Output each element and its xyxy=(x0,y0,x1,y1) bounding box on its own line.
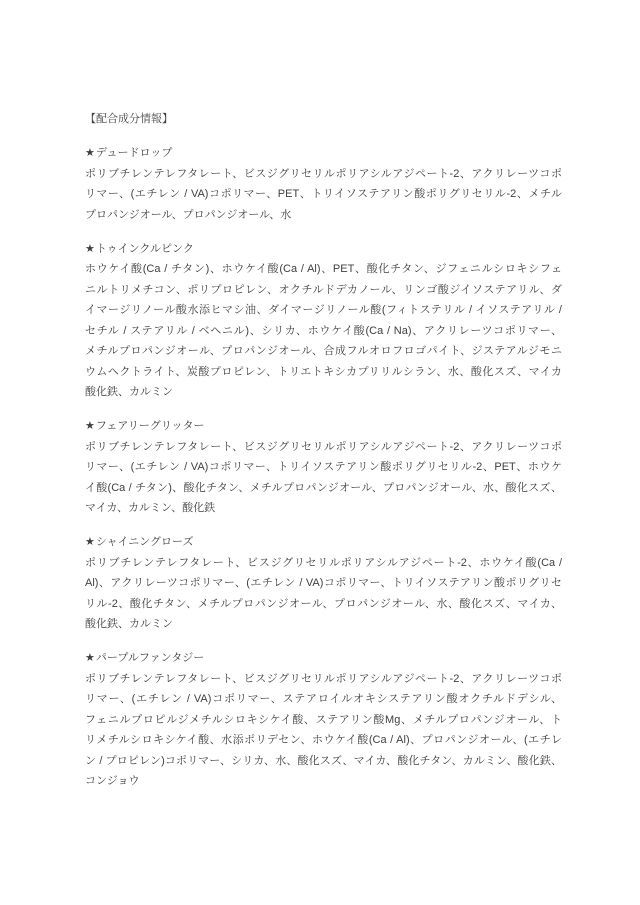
star-icon: ★ xyxy=(85,242,95,255)
ingredient-section xyxy=(85,416,562,519)
ingredient-line: コンジョウ xyxy=(85,775,140,787)
ingredient-line: イマージリノール酸水添ヒマシ油、ダイマージリノール酸(フィトステリル / イソステアリル / xyxy=(85,304,562,316)
product-name xyxy=(85,532,562,553)
ingredient-line: イ酸(Ca / チタン)、酸化チタン、メチルプロパンジオール、プロパンジオール、水、酸化スズ、 xyxy=(85,481,562,494)
ingredient-section xyxy=(85,143,562,225)
ingredient-line: フェニルプロピルジメチルシロキシケイ酸、ステアリン酸Mg、メチルプロパンジオール、ト xyxy=(85,713,562,726)
ingredient-line: セチル / ステアリル / ベヘニル)、シリカ、ホウケイ酸(Ca / Na)、アクリレーツコポリマー、 xyxy=(85,324,562,337)
star-icon: ★ xyxy=(85,652,95,664)
ingredient-line: プロパンジオール、プロパンジオール、水 xyxy=(85,208,292,221)
ingredient-line: リマー、(エチレン / VA)コポリマー、ステアロイルオキシステアリン酸オクチルドデシル、 xyxy=(85,693,562,705)
ingredient-line: ポリブチレンテレフタレート、ビスジグリセリルポリアシルアジペート-2、アクリレーツコポ xyxy=(85,167,562,180)
product-name-label: トゥインクルピンク xyxy=(95,242,194,255)
ingredient-line: リル-2、酸化チタン、メチルプロパンジオール、プロパンジオール、水、酸化スズ、マイカ、 xyxy=(85,597,562,610)
product-name xyxy=(85,416,562,437)
ingredient-line: ウムヘクトライト、炭酸プロピレン、トリエトキシカプリリルシラン、水、酸化スズ、マイカ xyxy=(85,365,562,378)
ingredient-section xyxy=(85,239,562,403)
star-icon: ★ xyxy=(85,536,95,548)
document-heading: 【配合成分情報】 xyxy=(85,113,173,125)
ingredient-document xyxy=(85,109,562,792)
ingredient-line: Al)、アクリレーツコポリマー、(エチレン / VA)コポリマー、トリイソステアリン酸ポリグリセ xyxy=(85,577,562,589)
product-sections xyxy=(85,143,562,792)
ingredient-section xyxy=(85,532,562,635)
ingredient-line: ニルトリメチコン、ポリプロピレン、オクチルドデカノール、リンゴ酸ジイソステアリル、ダ xyxy=(85,283,562,296)
ingredient-line: ポリブチレンテレフタレート、ビスジグリセリルポリアシルアジペート-2、アクリレーツコポ xyxy=(85,440,562,453)
ingredient-line: ン / プロピレン)コポリマー、シリカ、水、酸化スズ、マイカ、酸化チタン、カルミン、酸化鉄、 xyxy=(85,754,562,767)
ingredient-line: リマー、(エチレン / VA)コポリマー、トリイソステアリン酸ポリグリセリル-2、PET、ホウケ xyxy=(85,461,562,473)
ingredient-line: ポリブチレンテレフタレート、ビスジグリセリルポリアシルアジペート-2、アクリレーツコポ xyxy=(85,672,562,685)
star-icon: ★ xyxy=(85,420,95,432)
product-name-label: デュードロップ xyxy=(95,147,173,159)
ingredient-line: マイカ、カルミン、酸化鉄 xyxy=(85,502,216,514)
product-name xyxy=(85,239,562,260)
ingredient-line: 酸化鉄、カルミン xyxy=(85,618,173,630)
product-name-label: フェアリーグリッター xyxy=(95,420,205,432)
ingredient-line: リメチルシロキシケイ酸、水添ポリデセン、ホウケイ酸(Ca / Al)、プロパンジオール、(エチレ xyxy=(85,734,562,746)
ingredient-line: リマー、(エチレン / VA)コポリマー、PET、トリイソステアリン酸ポリグリセリル-2、メチル xyxy=(85,188,562,200)
ingredient-section xyxy=(85,648,562,792)
product-name-label: シャイニングローズ xyxy=(95,536,194,548)
ingredient-line: メチルプロパンジオール、プロパンジオール、合成フルオロフロゴパイト、ジステアルジモニ xyxy=(85,345,562,357)
product-name xyxy=(85,143,562,164)
ingredient-line: 酸化鉄、カルミン xyxy=(85,386,173,398)
ingredient-line: ホウケイ酸(Ca / チタン)、ホウケイ酸(Ca / Al)、PET、酸化チタン、ジフェニルシロキシフェ xyxy=(85,263,562,275)
star-icon: ★ xyxy=(85,147,95,159)
ingredient-line: ポリブチレンテレフタレート、ビスジグリセリルポリアシルアジペート-2、ホウケイ酸(Ca / xyxy=(85,556,562,569)
product-name-label: パープルファンタジー xyxy=(95,652,205,664)
product-name xyxy=(85,648,562,669)
